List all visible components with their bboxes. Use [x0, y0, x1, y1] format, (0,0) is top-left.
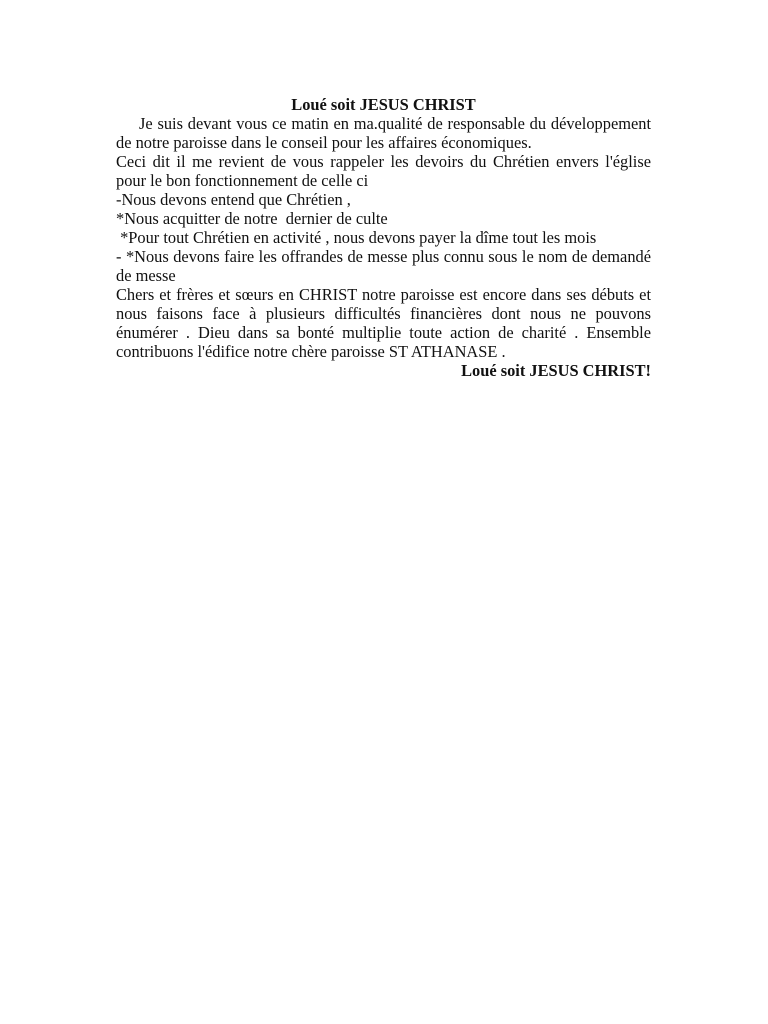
- paragraph-intro: Je suis devant vous ce matin en ma.qualité de responsable du développement de notre paroisse dans le conseil pour les affaires économiques.: [116, 114, 651, 152]
- closing-line: Loué soit JESUS CHRIST!: [461, 361, 651, 380]
- paragraph-chers: Chers et frères et sœurs en CHRIST notre paroisse est encore dans ses débuts et nous faisons face à plusieurs difficultés financières dont nous ne pouvons énumérer . Dieu dans sa bonté multiplie toute action de charité . Ensemble contribuons l'édifice notre chère paroisse ST ATHANASE .: [116, 285, 651, 361]
- paragraph-devoirs: Ceci dit il me revient de vous rappeler les devoirs du Chrétien envers l'église pour le bon fonctionnement de celle ci: [116, 152, 651, 190]
- line-chretien: -Nous devons entend que Chrétien ,: [116, 190, 351, 209]
- document-title: Loué soit JESUS CHRIST: [291, 95, 476, 114]
- paragraph-offrandes: - *Nous devons faire les offrandes de messe plus connu sous le nom de demandé de messe: [116, 247, 651, 285]
- line-culte: *Nous acquitter de notre dernier de culte: [116, 209, 388, 228]
- document-page: [116, 94, 651, 380]
- line-dime: *Pour tout Chrétien en activité , nous devons payer la dîme tout les mois: [116, 228, 597, 247]
